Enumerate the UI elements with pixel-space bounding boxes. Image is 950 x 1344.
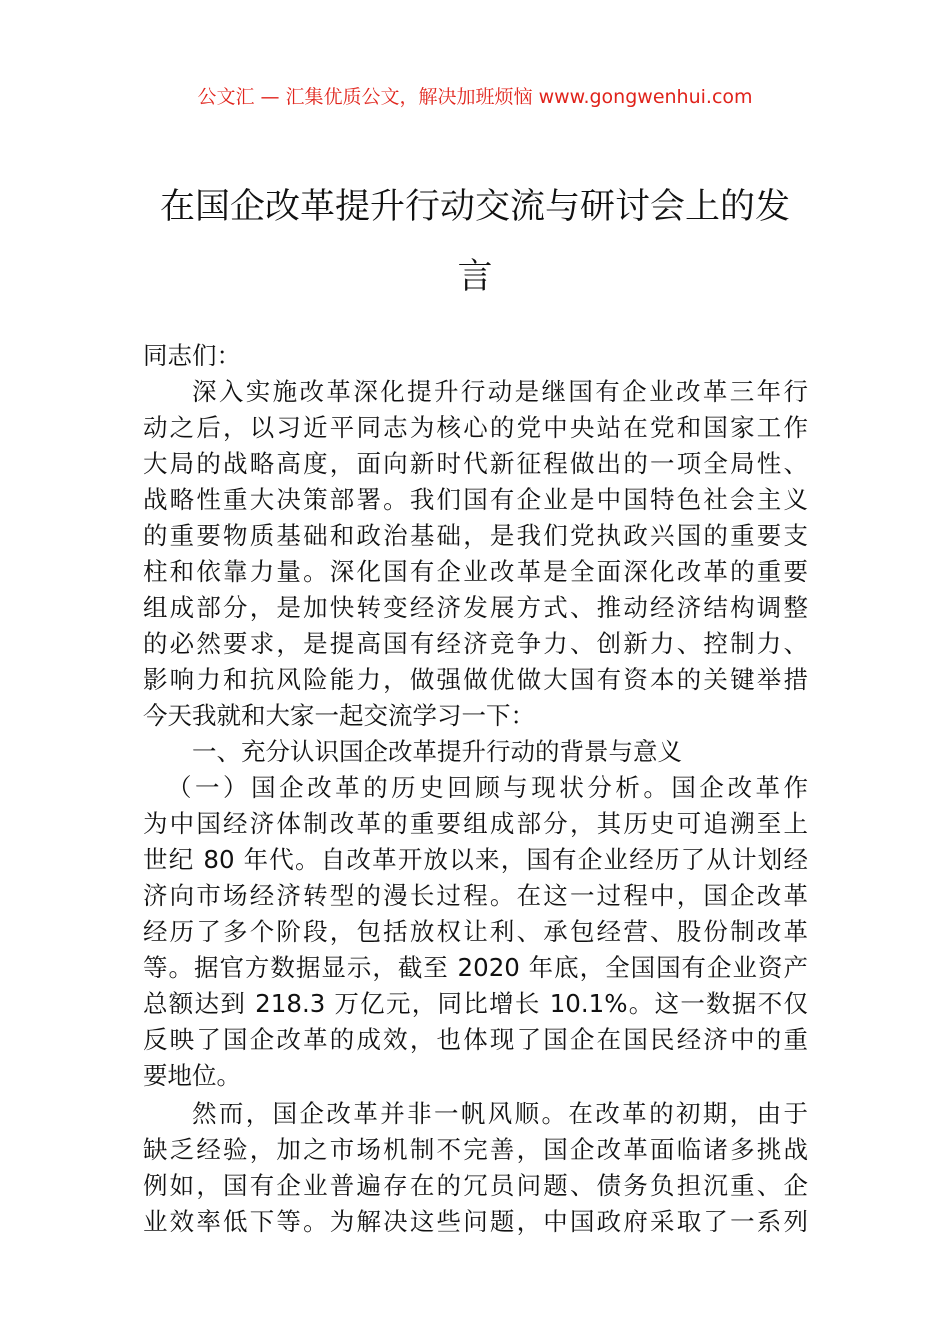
text-line: 的必然要求，是提高国有经济竞争力、创新力、控制力、 [143,629,808,658]
text-line: 组成部分，是加快转变经济发展方式、推动经济结构调整 [143,593,808,622]
document-title-line-2: 言 [457,257,493,297]
paragraph-history [143,770,808,1094]
document-body [143,338,808,1240]
section-heading-1: 一、充分认识国企改革提升行动的背景与意义 [192,737,682,766]
text-line: 战略性重大决策部署。我们国有企业是中国特色社会主义 [143,485,808,514]
text-line: 总额达到 218.3 万亿元，同比增长 10.1%。这一数据不仅 [143,989,808,1018]
text-line: 然而，国企改革并非一帆风顺。在改革的初期，由于 [192,1099,808,1128]
salutation: 同志们： [143,341,241,370]
text-line: 大局的战略高度，面向新时代新征程做出的一项全局性、 [143,449,808,478]
text-line: 等。据官方数据显示，截至 2020 年底，全国国有企业资产 [143,953,808,982]
text-line: 影响力和抗风险能力，做强做优做大国有资本的关键举措 [143,665,808,694]
document-title [130,172,820,312]
text-line: 济向市场经济转型的漫长过程。在这一过程中，国企改革 [143,881,808,910]
text-line: 世纪 80 年代。自改革开放以来，国有企业经历了从计划经 [143,845,808,874]
text-line: 要地位。 [143,1061,241,1090]
text-line: （一）国企改革的历史回顾与现状分析。国企改革作 [167,773,808,802]
text-line: 深入实施改革深化提升行动是继国有企业改革三年行 [192,377,808,406]
text-line: 今天我就和大家一起交流学习一下： [143,701,535,730]
text-line: 为中国经济体制改革的重要组成部分，其历史可追溯至上 [143,809,808,838]
paragraph-intro [143,374,808,734]
text-line: 业效率低下等。为解决这些问题，中国政府采取了一系列 [143,1207,808,1236]
text-line: 缺乏经验，加之市场机制不完善，国企改革面临诸多挑战 [143,1135,808,1164]
document-title-line-1: 在国企改革提升行动交流与研讨会上的发 [159,187,790,227]
text-line: 经历了多个阶段，包括放权让利、承包经营、股份制改革 [143,917,808,946]
text-line: 反映了国企改革的成效，也体现了国企在国民经济中的重 [143,1025,808,1054]
text-line: 动之后，以习近平同志为核心的党中央站在党和国家工作 [143,413,808,442]
header-banner: 公文汇 — 汇集优质公文，解决加班烦恼 www.gongwenhui.com [197,86,753,108]
paragraph-challenges [143,1096,808,1240]
text-line: 例如，国有企业普遍存在的冗员问题、债务负担沉重、企 [143,1171,808,1200]
text-line: 的重要物质基础和政治基础，是我们党执政兴国的重要支 [143,521,808,550]
text-line: 柱和依靠力量。深化国有企业改革是全面深化改革的重要 [143,557,808,586]
